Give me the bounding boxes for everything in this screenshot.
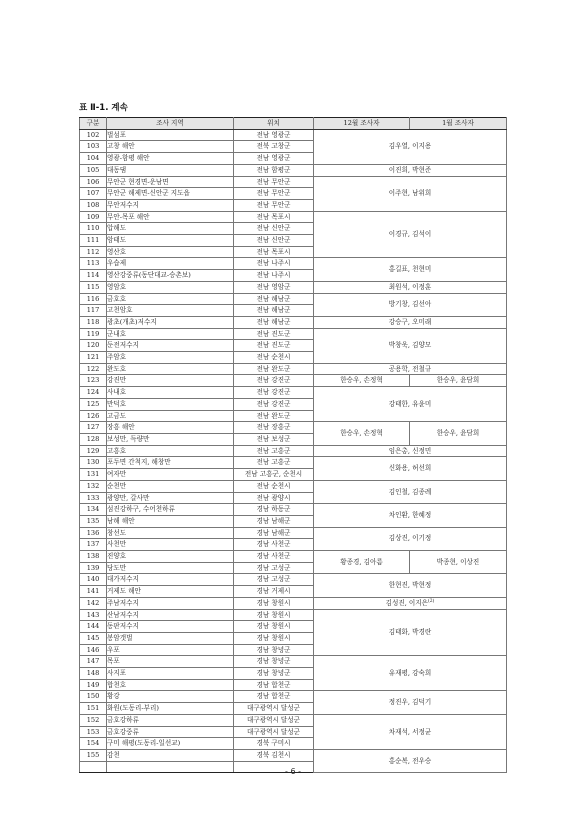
row-number: 148 <box>80 668 107 680</box>
table-row <box>80 749 507 761</box>
site-name: 금호강중류 <box>107 726 234 738</box>
table-row <box>80 714 507 726</box>
row-number: 155 <box>80 749 107 761</box>
site-name: 합천호 <box>107 679 234 691</box>
row-number: 139 <box>80 562 107 574</box>
site-name: 무안군 현경면-운남면 <box>107 176 234 188</box>
december-investigators: 한승우, 손정혁 <box>314 375 410 387</box>
header-december-investigators: 12월 조사자 <box>314 118 410 130</box>
row-number: 144 <box>80 621 107 633</box>
site-location: 전남 무안군 <box>234 199 314 211</box>
row-number: 143 <box>80 609 107 621</box>
site-location: 전남 강진군 <box>234 387 314 399</box>
table-row <box>80 328 507 340</box>
row-number: 129 <box>80 445 107 457</box>
site-name: 목포 <box>107 656 234 668</box>
row-number: 116 <box>80 293 107 305</box>
investigators: 차인환, 한혜정 <box>314 504 507 527</box>
row-number: 152 <box>80 714 107 726</box>
site-location: 전남 고흥군 <box>234 445 314 457</box>
site-name: 고흥호 <box>107 445 234 457</box>
site-location: 경남 거제시 <box>234 586 314 598</box>
investigators: 강태한, 유윤미 <box>314 387 507 422</box>
site-location: 전남 영광군 <box>234 153 314 165</box>
site-location: 전남 완도군 <box>234 410 314 422</box>
site-location: 전남 진도군 <box>234 340 314 352</box>
table-row <box>80 527 507 539</box>
site-name: 영산강중류(동단대교-승촌보) <box>107 270 234 282</box>
january-investigators: 한승우, 윤담희 <box>410 375 507 387</box>
row-number: 142 <box>80 597 107 609</box>
site-location: 전남 해남군 <box>234 305 314 317</box>
site-location: 경남 사천군 <box>234 551 314 563</box>
site-name: 당도만 <box>107 562 234 574</box>
january-investigators: 박종현, 이상진 <box>410 551 507 574</box>
site-location: 경남 창원시 <box>234 632 314 644</box>
site-name: 암태도 <box>107 235 234 247</box>
site-location: 전남 장흥군 <box>234 422 314 434</box>
investigators: 강승구, 오미래 <box>314 316 507 328</box>
site-location: 전남 보성군 <box>234 433 314 445</box>
row-number: 102 <box>80 129 107 141</box>
investigators: 김상진, 이기정 <box>314 527 507 550</box>
site-location: 대구광역시 달성군 <box>234 703 314 715</box>
site-name: 고천암호 <box>107 305 234 317</box>
site-location: 경남 창녕군 <box>234 644 314 656</box>
row-number: 110 <box>80 223 107 235</box>
site-location: 전남 해남군 <box>234 316 314 328</box>
investigators: 홍순복, 전우승 <box>314 749 507 772</box>
investigators: 박창욱, 김양모 <box>314 328 507 363</box>
site-location: 경북 김천시 <box>234 749 314 761</box>
table-row <box>80 176 507 188</box>
december-investigators: 황종경, 김아름 <box>314 551 410 574</box>
table-row <box>80 211 507 223</box>
site-location: 전남 영광군 <box>234 129 314 141</box>
header-site: 조사 지역 <box>107 118 234 130</box>
investigators: 김인철, 김종례 <box>314 480 507 503</box>
site-location: 경남 고성군 <box>234 574 314 586</box>
table-row <box>80 316 507 328</box>
site-name: 고창 해안 <box>107 141 234 153</box>
site-name: 감천 <box>107 749 234 761</box>
investigators: 차재석, 서정균 <box>314 714 507 749</box>
row-number: 123 <box>80 375 107 387</box>
table-row <box>80 457 507 469</box>
site-name: 군내호 <box>107 328 234 340</box>
row-number: 133 <box>80 492 107 504</box>
table-row <box>80 375 507 387</box>
investigators: 유재평, 강숙희 <box>314 656 507 691</box>
site-location: 경남 합천군 <box>234 691 314 703</box>
site-location: 경남 창원시 <box>234 609 314 621</box>
table-row <box>80 597 507 609</box>
site-location: 경남 창원시 <box>234 621 314 633</box>
investigators: 정진우, 김덕기 <box>314 691 507 714</box>
site-location: 전남 무안군 <box>234 176 314 188</box>
investigators: 방기창, 김선아 <box>314 293 507 316</box>
row-number: 106 <box>80 176 107 188</box>
site-name: 포두면 간척지, 해창만 <box>107 457 234 469</box>
row-number: 114 <box>80 270 107 282</box>
row-number: 118 <box>80 316 107 328</box>
row-number: 109 <box>80 211 107 223</box>
table-row <box>80 656 507 668</box>
site-location: 전남 신안군 <box>234 235 314 247</box>
row-number: 107 <box>80 188 107 200</box>
site-name: 황강 <box>107 691 234 703</box>
header-no: 구분 <box>80 118 107 130</box>
table-row <box>80 281 507 293</box>
row-number: 141 <box>80 586 107 598</box>
investigators: 김태화, 박경란 <box>314 609 507 656</box>
site-name: 강진만 <box>107 375 234 387</box>
site-name: 봉암갯벌 <box>107 632 234 644</box>
investigators: 김우열, 이지용 <box>314 129 507 164</box>
table-row <box>80 480 507 492</box>
table-caption: 표 Ⅱ-1. 계속 <box>79 103 128 113</box>
table-row <box>80 387 507 399</box>
site-name: 벌섬포 <box>107 129 234 141</box>
row-number: 117 <box>80 305 107 317</box>
site-location: 전남 완도군 <box>234 363 314 375</box>
site-name: 구미 해평(도동리-일선교) <box>107 738 234 750</box>
row-number: 131 <box>80 469 107 481</box>
site-name: 사지포 <box>107 668 234 680</box>
table-row <box>80 574 507 586</box>
header-january-investigators: 1월 조사자 <box>410 118 507 130</box>
row-number: 151 <box>80 703 107 715</box>
investigators: 홍길표, 천현미 <box>314 258 507 281</box>
row-number: 104 <box>80 153 107 165</box>
row-number: 111 <box>80 235 107 247</box>
footnote-marker: (2) <box>428 598 435 604</box>
site-name: 섬진강하구, 수어천하류 <box>107 504 234 516</box>
site-name: 순천만 <box>107 480 234 492</box>
site-location: 경남 창원시 <box>234 597 314 609</box>
row-number: 145 <box>80 632 107 644</box>
investigators: 이진희, 박현준 <box>314 164 507 176</box>
site-name: 만덕호 <box>107 398 234 410</box>
site-name: 영암호 <box>107 281 234 293</box>
site-location: 대구광역시 달성군 <box>234 726 314 738</box>
site-location: 경남 하동군 <box>234 504 314 516</box>
site-location: 전남 함평군 <box>234 164 314 176</box>
site-name: 금호호 <box>107 293 234 305</box>
row-number: 113 <box>80 258 107 270</box>
row-number: 140 <box>80 574 107 586</box>
row-number: 149 <box>80 679 107 691</box>
row-number: 121 <box>80 352 107 364</box>
january-investigators: 한승우, 윤담희 <box>410 422 507 445</box>
site-location: 경남 창녕군 <box>234 656 314 668</box>
row-number: 125 <box>80 398 107 410</box>
site-location: 전남 무안군 <box>234 188 314 200</box>
site-location: 전남 순천시 <box>234 352 314 364</box>
investigators: 이경규, 김석이 <box>314 211 507 258</box>
site-location: 전남 나주시 <box>234 258 314 270</box>
site-name: 산남저수지 <box>107 609 234 621</box>
site-name: 진양호 <box>107 551 234 563</box>
table-row <box>80 445 507 457</box>
row-number: 137 <box>80 539 107 551</box>
row-number: 136 <box>80 527 107 539</box>
row-number: 124 <box>80 387 107 399</box>
site-name: 창선도 <box>107 527 234 539</box>
table-header-row <box>80 118 507 130</box>
site-location: 전남 목포시 <box>234 211 314 223</box>
row-number: 135 <box>80 515 107 527</box>
site-location: 대구광역시 달성군 <box>234 714 314 726</box>
site-name: 주암호 <box>107 352 234 364</box>
investigators: 신화용, 허선희 <box>314 457 507 480</box>
site-name: 사천만 <box>107 539 234 551</box>
table-row <box>80 363 507 375</box>
site-location: 경남 사천군 <box>234 539 314 551</box>
row-number: 115 <box>80 281 107 293</box>
page-number: - 6 - <box>285 767 301 776</box>
survey-table <box>79 117 507 773</box>
site-location: 전남 신안군 <box>234 223 314 235</box>
site-name: 광초(개초)저수지 <box>107 316 234 328</box>
row-number: 134 <box>80 504 107 516</box>
row-number: 120 <box>80 340 107 352</box>
row-number: 127 <box>80 422 107 434</box>
site-location: 경남 창녕군 <box>234 668 314 680</box>
site-name: 보성만, 득량만 <box>107 433 234 445</box>
site-location: 전남 순천시 <box>234 480 314 492</box>
row-number: 126 <box>80 410 107 422</box>
row-number: 112 <box>80 246 107 258</box>
investigators: 이주현, 남위희 <box>314 176 507 211</box>
site-location: 경북 구미시 <box>234 738 314 750</box>
site-location: 경남 남해군 <box>234 527 314 539</box>
investigators: 한현진, 박현정 <box>314 574 507 597</box>
site-name: 대동댐 <box>107 164 234 176</box>
site-name: 주남저수지 <box>107 597 234 609</box>
site-name: 화원(도동리-부리) <box>107 703 234 715</box>
row-number: 138 <box>80 551 107 563</box>
site-location: 전남 나주시 <box>234 270 314 282</box>
row-number: 147 <box>80 656 107 668</box>
site-location: 전남 강진군 <box>234 398 314 410</box>
row-number: 122 <box>80 363 107 375</box>
site-name: 금호강하류 <box>107 714 234 726</box>
site-location: 경남 고성군 <box>234 562 314 574</box>
site-location: 전남 목포시 <box>234 246 314 258</box>
row-number: 119 <box>80 328 107 340</box>
investigators: 최원석, 이정훈 <box>314 281 507 293</box>
site-name: 우포 <box>107 644 234 656</box>
site-location: 전북 고창군 <box>234 141 314 153</box>
row-number: 153 <box>80 726 107 738</box>
site-location: 경남 남해군 <box>234 515 314 527</box>
site-name: 여자만 <box>107 469 234 481</box>
site-name: 무안저수지 <box>107 199 234 211</box>
table-row <box>80 164 507 176</box>
site-location: 전남 강진군 <box>234 375 314 387</box>
site-location: 전남 고흥군, 순천시 <box>234 469 314 481</box>
table-row <box>80 504 507 516</box>
site-name: 광양만, 갈사만 <box>107 492 234 504</box>
site-name: 무안-목포 해안 <box>107 211 234 223</box>
row-number: 132 <box>80 480 107 492</box>
row-number: 146 <box>80 644 107 656</box>
site-name: 동판저수지 <box>107 621 234 633</box>
row-number: 105 <box>80 164 107 176</box>
site-location: 경남 합천군 <box>234 679 314 691</box>
site-name: 장흥 해안 <box>107 422 234 434</box>
site-name: 완도호 <box>107 363 234 375</box>
investigators: 임은총, 신정민 <box>314 445 507 457</box>
site-location: 전남 진도군 <box>234 328 314 340</box>
header-location: 위치 <box>234 118 314 130</box>
site-name: 둔전저수지 <box>107 340 234 352</box>
site-location: 전남 광양시 <box>234 492 314 504</box>
site-name: 영산호 <box>107 246 234 258</box>
row-number: 128 <box>80 433 107 445</box>
investigators: 김성진, 이지은$^{(2)}$ <box>314 597 507 609</box>
table-row <box>80 691 507 703</box>
site-name: 압해도 <box>107 223 234 235</box>
table-row <box>80 258 507 270</box>
site-name: 사내호 <box>107 387 234 399</box>
table-row <box>80 293 507 305</box>
site-name: 거제도 해안 <box>107 586 234 598</box>
site-location: 전남 고흥군 <box>234 457 314 469</box>
row-number: 154 <box>80 738 107 750</box>
table-row <box>80 422 507 434</box>
table-row <box>80 551 507 563</box>
december-investigators: 한승우, 손정혁 <box>314 422 410 445</box>
row-number: 150 <box>80 691 107 703</box>
table-row <box>80 129 507 141</box>
row-number: 108 <box>80 199 107 211</box>
investigators: 공용학, 전철규 <box>314 363 507 375</box>
row-number: 130 <box>80 457 107 469</box>
site-name: 영광-함평 해안 <box>107 153 234 165</box>
table-row <box>80 609 507 621</box>
table-body <box>80 129 507 773</box>
row-number: 103 <box>80 141 107 153</box>
site-name: 대가저수지 <box>107 574 234 586</box>
site-location: 전남 영암군 <box>234 281 314 293</box>
site-name: 남해 해안 <box>107 515 234 527</box>
site-name: 무안군 해제면-신안군 지도읍 <box>107 188 234 200</box>
site-location: 전남 해남군 <box>234 293 314 305</box>
site-name: 고금도 <box>107 410 234 422</box>
site-name: 우습제 <box>107 258 234 270</box>
